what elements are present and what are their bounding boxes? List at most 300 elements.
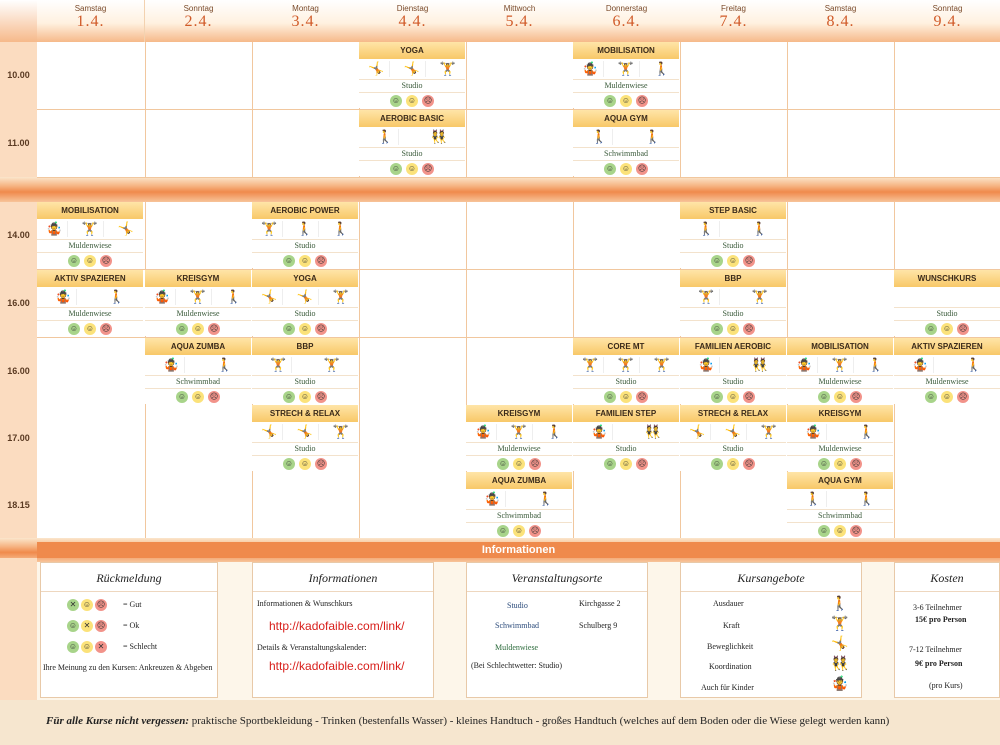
column-divider (680, 42, 681, 177)
stretching-icon: 🤸 (292, 424, 319, 440)
weightlifting-icon: 🏋 (332, 424, 349, 439)
stretching-icon: 🤸 (831, 635, 849, 651)
smiley-green-icon[interactable]: ☺ (819, 392, 829, 401)
walking-icon: 🚶 (372, 129, 399, 145)
smiley-green-icon[interactable]: ☺ (712, 459, 722, 468)
course-location: Studio (573, 375, 679, 389)
rating-smileys (787, 525, 893, 537)
course-card[interactable] (359, 110, 465, 176)
course-card[interactable] (787, 405, 893, 471)
smiley-yellow-icon[interactable]: ☺ (193, 392, 203, 401)
venue-muldenwiese: Muldenwiese (495, 643, 539, 652)
smiley-yellow-icon[interactable]: ☺ (621, 164, 631, 173)
time-label: 14.00 (7, 230, 30, 240)
smiley-red-icon[interactable]: ☹ (637, 96, 647, 105)
course-title: KREISGYM (145, 270, 251, 287)
course-card[interactable] (359, 42, 465, 108)
smiley-red-icon[interactable]: ☹ (744, 392, 754, 401)
time-label: 18.15 (7, 500, 30, 510)
day-name: Sonntag (183, 4, 214, 13)
course-icons (252, 355, 358, 375)
smiley-green-icon[interactable]: ☺ (605, 164, 615, 173)
course-card[interactable] (252, 202, 358, 268)
smiley-yellow-icon[interactable]: ☺ (942, 324, 952, 333)
smiley-yellow-icon[interactable]: ☺ (300, 324, 310, 333)
smiley-yellow-icon[interactable]: ☺ (300, 459, 310, 468)
day-header (252, 0, 360, 42)
kids-icon: 🤹 (577, 61, 604, 77)
course-icons (680, 219, 786, 239)
course-card[interactable] (573, 42, 679, 108)
day-date: 7.4. (719, 13, 748, 30)
walking-icon: 🚶 (216, 357, 233, 372)
rating-smileys (573, 458, 679, 470)
course-title: BBP (680, 270, 786, 287)
offers-box (680, 562, 862, 698)
course-card[interactable] (37, 270, 143, 336)
venue-schwimmbad-address: Schulberg 9 (579, 621, 618, 630)
smiley-red-icon[interactable]: ☹ (423, 96, 433, 105)
day-header (359, 0, 467, 42)
smiley-red-icon[interactable]: ☹ (851, 459, 861, 468)
smiley-green-icon[interactable]: ☺ (69, 256, 79, 265)
course-location: Studio (680, 239, 786, 253)
feedback-schlecht-row (67, 641, 157, 653)
smiley-yellow-icon[interactable]: ☺ (728, 392, 738, 401)
smiley-green-icon[interactable]: ☺ (284, 459, 294, 468)
smiley-red-icon[interactable]: ☹ (530, 526, 540, 535)
course-title: AQUA ZUMBA (466, 472, 572, 489)
smiley-green-icon[interactable]: ☺ (391, 164, 401, 173)
smiley-yellow-icon[interactable]: ☺ (835, 459, 845, 468)
time-label: 10.00 (7, 70, 30, 80)
course-icons (787, 355, 893, 375)
course-icons (145, 287, 251, 307)
course-card[interactable] (466, 472, 572, 538)
feedback-note: Ihre Meinung zu den Kursen: Ankreuzen & Abgeben (43, 663, 213, 672)
course-title: YOGA (359, 42, 465, 59)
kids-icon: 🤹 (693, 357, 720, 373)
smiley-green-icon[interactable]: ☺ (712, 256, 722, 265)
course-card[interactable] (252, 405, 358, 471)
information-link2[interactable]: http://kadofaible.com/link/ (269, 659, 405, 673)
day-date: 3.4. (291, 13, 320, 30)
course-card[interactable] (680, 338, 786, 404)
feedback-schlecht-label: = Schlecht (123, 642, 158, 651)
course-icons (466, 489, 572, 509)
smiley-red-icon[interactable]: ☹ (316, 256, 326, 265)
course-card[interactable] (787, 472, 893, 538)
rating-smileys (894, 391, 1000, 403)
smiley-green-icon[interactable]: ☺ (68, 642, 78, 651)
group-dance-icon: 👯 (644, 424, 661, 439)
time-label: 17.00 (7, 433, 30, 443)
smiley-yellow-icon[interactable]: ☺ (407, 164, 417, 173)
course-location: Studio (359, 147, 465, 161)
smiley-yellow-icon[interactable]: ☺ (82, 600, 92, 609)
course-location: Muldenwiese (787, 442, 893, 456)
costs-group2: 7-12 Teilnehmer (909, 645, 962, 654)
kids-icon: 🤹 (586, 424, 613, 440)
smiley-green-icon[interactable]: ☺ (712, 324, 722, 333)
weightlifting-icon: 🏋 (256, 221, 283, 237)
course-location: Schwimmbad (466, 509, 572, 523)
smiley-green-icon[interactable]: ☺ (498, 526, 508, 535)
smiley-green-icon[interactable]: ☺ (712, 392, 722, 401)
walking-icon: 🚶 (867, 357, 884, 372)
smiley-red-icon[interactable]: ☹ (209, 392, 219, 401)
smiley-red-icon[interactable]: ☹ (101, 324, 111, 333)
rating-smileys (252, 255, 358, 267)
course-title: WUNSCHKURS (894, 270, 1000, 287)
walking-icon: 🚶 (586, 129, 613, 145)
walking-icon: 🚶 (800, 491, 827, 507)
weightlifting-icon: 🏋 (577, 357, 604, 373)
stretching-icon: 🤸 (292, 289, 319, 305)
weightlifting-icon: 🏋 (613, 357, 640, 373)
smiley-red-icon[interactable]: ☹ (96, 600, 106, 609)
rating-smileys (252, 323, 358, 335)
offer-beweglichkeit: Beweglichkeit (707, 642, 754, 651)
smiley-red-icon[interactable]: ☹ (316, 392, 326, 401)
course-card[interactable] (680, 202, 786, 268)
course-card[interactable] (145, 270, 251, 336)
smiley-red-icon[interactable]: ☹ (316, 459, 326, 468)
course-title: AQUA GYM (573, 110, 679, 127)
smiley-green-icon[interactable]: ☺ (819, 526, 829, 535)
weightlifting-icon: 🏋 (332, 289, 349, 304)
walking-icon: 🚶 (537, 491, 554, 506)
feedback-title: Rückmeldung (41, 571, 217, 592)
costs-price2: 9€ pro Person (915, 659, 963, 668)
day-date: 2.4. (184, 13, 213, 30)
rating-smileys (37, 323, 143, 335)
course-icons (359, 127, 465, 147)
kids-icon: 🤹 (479, 491, 506, 507)
rating-smileys (573, 163, 679, 175)
smiley-green-icon[interactable]: ☺ (498, 459, 508, 468)
venue-studio: Studio (507, 601, 528, 610)
smiley-red-icon[interactable]: ☹ (101, 256, 111, 265)
course-title: AQUA GYM (787, 472, 893, 489)
course-location: Studio (680, 375, 786, 389)
walking-icon: 🚶 (225, 289, 242, 304)
smiley-red-icon[interactable]: ✕ (95, 641, 107, 653)
smiley-green-icon[interactable]: ☺ (605, 459, 615, 468)
smiley-red-icon[interactable]: ☹ (316, 324, 326, 333)
stretching-icon: 🤸 (399, 61, 426, 77)
column-divider (466, 42, 467, 177)
course-card[interactable] (680, 270, 786, 336)
course-location: Studio (573, 442, 679, 456)
course-location: Studio (252, 307, 358, 321)
walking-icon: 🚶 (693, 221, 720, 237)
smiley-green-icon[interactable]: ☺ (68, 621, 78, 630)
kids-icon: 🤹 (831, 675, 849, 691)
smiley-red-icon[interactable]: ☹ (423, 164, 433, 173)
rating-smileys (680, 391, 786, 403)
weightlifting-icon: 🏋 (506, 424, 533, 440)
weightlifting-icon: 🏋 (613, 61, 640, 77)
course-location: Schwimmbad (573, 147, 679, 161)
course-location: Muldenwiese (37, 239, 143, 253)
smiley-red-icon[interactable]: ☹ (744, 256, 754, 265)
smiley-green-icon[interactable]: ✕ (67, 599, 79, 611)
rating-smileys (787, 391, 893, 403)
smiley-red-icon[interactable]: ☹ (851, 526, 861, 535)
weightlifting-icon: 🏋 (831, 615, 849, 631)
course-title: FAMILIEN AEROBIC (680, 338, 786, 355)
course-location: Schwimmbad (145, 375, 251, 389)
course-card[interactable] (787, 338, 893, 404)
smiley-green-icon[interactable]: ☺ (926, 324, 936, 333)
rating-smileys (466, 458, 572, 470)
smiley-green-icon[interactable]: ☺ (177, 392, 187, 401)
smiley-green-icon[interactable]: ☺ (926, 392, 936, 401)
smiley-yellow-icon[interactable]: ☺ (82, 642, 92, 651)
smiley-red-icon[interactable]: ☹ (744, 459, 754, 468)
weightlifting-icon: 🏋 (653, 357, 670, 372)
offer-koordination: Koordination (709, 662, 752, 671)
venue-bad-weather: (Bei Schlechtwetter: Studio) (471, 661, 563, 670)
day-header (466, 0, 574, 42)
smiley-yellow-icon[interactable]: ☺ (621, 96, 631, 105)
time-row (37, 202, 1000, 270)
rating-smileys (466, 525, 572, 537)
smiley-red-icon[interactable]: ☹ (851, 392, 861, 401)
smiley-green-icon[interactable]: ☺ (177, 324, 187, 333)
smiley-yellow-icon[interactable]: ☺ (621, 459, 631, 468)
kids-icon: 🤹 (800, 424, 827, 440)
day-name: Sonntag (932, 4, 963, 13)
rating-smileys (680, 458, 786, 470)
course-card[interactable] (573, 338, 679, 404)
time-row (37, 42, 1000, 110)
feedback-ok-row (67, 620, 139, 632)
rating-smileys (894, 323, 1000, 335)
course-title: AQUA ZUMBA (145, 338, 251, 355)
course-card[interactable] (680, 405, 786, 471)
course-card[interactable] (252, 338, 358, 404)
course-icons (37, 287, 143, 307)
course-location: Studio (252, 375, 358, 389)
rating-smileys (680, 323, 786, 335)
course-icons (252, 287, 358, 307)
information-line2: Details & Veranstaltungskalender: (257, 643, 367, 652)
smiley-green-icon[interactable]: ☺ (284, 324, 294, 333)
smiley-yellow-icon[interactable]: ☺ (728, 256, 738, 265)
rating-smileys (359, 163, 465, 175)
rating-smileys (573, 391, 679, 403)
day-name: Mittwoch (503, 4, 536, 13)
feedback-ok-label: = Ok (123, 621, 140, 630)
offer-ausdauer: Ausdauer (713, 599, 744, 608)
course-card[interactable] (252, 270, 358, 336)
stretching-icon: 🤸 (720, 424, 747, 440)
smiley-red-icon[interactable]: ☹ (637, 459, 647, 468)
break-band (0, 177, 1000, 202)
kids-icon: 🤹 (158, 357, 185, 373)
column-divider (894, 42, 895, 177)
smiley-red-icon[interactable]: ☹ (958, 392, 968, 401)
feedback-box (40, 562, 218, 698)
smiley-yellow-icon[interactable]: ☺ (300, 256, 310, 265)
smiley-red-icon[interactable]: ☹ (209, 324, 219, 333)
walking-icon: 🚶 (653, 61, 670, 76)
course-card[interactable] (466, 405, 572, 471)
smiley-red-icon[interactable]: ☹ (96, 621, 106, 630)
kids-icon: 🤹 (149, 289, 176, 305)
course-title: KREISGYM (466, 405, 572, 422)
course-icons (787, 422, 893, 442)
info-bar-title: Informationen (37, 542, 1000, 558)
rating-smileys (359, 95, 465, 107)
smiley-yellow-icon[interactable]: ☺ (85, 324, 95, 333)
course-location: Studio (680, 442, 786, 456)
course-location: Studio (252, 442, 358, 456)
course-location: Studio (680, 307, 786, 321)
day-name: Montag (292, 4, 319, 13)
column-divider (787, 42, 788, 177)
course-location: Studio (894, 307, 1000, 321)
day-header (145, 0, 253, 42)
offers-title: Kursangebote (681, 571, 861, 592)
course-card[interactable] (573, 110, 679, 176)
smiley-yellow-icon[interactable]: ☺ (835, 392, 845, 401)
course-card[interactable] (37, 202, 143, 268)
rating-smileys (680, 255, 786, 267)
footer (0, 700, 1000, 745)
footer-lead: Für alle Kurse nicht vergessen: (46, 715, 190, 727)
course-card[interactable] (145, 338, 251, 404)
venues-box (466, 562, 648, 698)
stretching-icon: 🤸 (684, 424, 711, 440)
smiley-green-icon[interactable]: ☺ (605, 392, 615, 401)
kids-icon: 🤹 (791, 357, 818, 373)
day-name: Samstag (74, 4, 107, 13)
kids-icon: 🤹 (50, 289, 77, 305)
costs-group1: 3-6 Teilnehmer (913, 603, 962, 612)
offer-kraft: Kraft (723, 621, 740, 630)
course-title: STRECH & RELAX (252, 405, 358, 422)
course-title: AKTIV SPAZIEREN (894, 338, 1000, 355)
smiley-green-icon[interactable]: ☺ (819, 459, 829, 468)
walking-icon: 🚶 (332, 221, 349, 236)
weightlifting-icon: 🏋 (760, 424, 777, 439)
smiley-red-icon[interactable]: ☹ (637, 392, 647, 401)
course-card[interactable] (573, 405, 679, 471)
course-location: Schwimmbad (787, 509, 893, 523)
walking-icon: 🚶 (858, 491, 875, 506)
time-label: 16.00 (7, 298, 30, 308)
group-dance-icon: 👯 (430, 129, 447, 144)
course-location: Muldenwiese (37, 307, 143, 321)
course-title: AEROBIC POWER (252, 202, 358, 219)
course-icons (573, 127, 679, 147)
time-label: 11.00 (7, 138, 30, 148)
smiley-green-icon[interactable]: ☺ (284, 256, 294, 265)
course-card[interactable] (894, 270, 1000, 336)
weightlifting-icon: 🏋 (265, 357, 292, 373)
footer-text (46, 715, 889, 727)
kids-icon: 🤹 (470, 424, 497, 440)
smiley-yellow-icon[interactable]: ☺ (514, 526, 524, 535)
smiley-yellow-icon[interactable]: ☺ (728, 324, 738, 333)
smiley-green-icon[interactable]: ☺ (284, 392, 294, 401)
course-title: BBP (252, 338, 358, 355)
day-header (787, 0, 895, 42)
smiley-green-icon[interactable]: ☺ (391, 96, 401, 105)
day-header (680, 0, 788, 42)
day-name: Samstag (824, 4, 857, 13)
course-title: AKTIV SPAZIEREN (37, 270, 143, 287)
day-date: 5.4. (505, 13, 534, 30)
footer-body: praktische Sportbekleidung - Trinken (bestenfalls Wasser) - kleines Handtuch - großes Handtuch (welches auf dem Boden oder die Wiese gelegt werden kann) (189, 715, 890, 727)
course-title: FAMILIEN STEP (573, 405, 679, 422)
smiley-red-icon[interactable]: ☹ (958, 324, 968, 333)
smiley-yellow-icon[interactable]: ☺ (514, 459, 524, 468)
offer-kinder: Auch für Kinder (701, 683, 754, 692)
course-title: MOBILISATION (37, 202, 143, 219)
course-icons (680, 422, 786, 442)
course-icons (573, 422, 679, 442)
day-date: 1.4. (76, 13, 105, 30)
day-date: 6.4. (612, 13, 641, 30)
course-title: MOBILISATION (573, 42, 679, 59)
day-header (37, 0, 145, 42)
course-title: YOGA (252, 270, 358, 287)
smiley-yellow-icon[interactable]: ☺ (85, 256, 95, 265)
smiley-yellow-icon[interactable]: ☺ (300, 392, 310, 401)
course-icons (573, 59, 679, 79)
rating-smileys (145, 323, 251, 335)
course-location: Muldenwiese (573, 79, 679, 93)
course-location: Studio (359, 79, 465, 93)
weightlifting-icon: 🏋 (693, 289, 720, 305)
smiley-yellow-icon[interactable]: ☺ (728, 459, 738, 468)
walking-icon: 🚶 (751, 221, 768, 236)
smiley-red-icon[interactable]: ☹ (744, 324, 754, 333)
smiley-yellow-icon[interactable]: ☺ (942, 392, 952, 401)
smiley-yellow-icon[interactable]: ☺ (193, 324, 203, 333)
smiley-green-icon[interactable]: ☺ (69, 324, 79, 333)
smiley-yellow-icon[interactable]: ☺ (407, 96, 417, 105)
course-icons (680, 355, 786, 375)
weightlifting-icon: 🏋 (185, 289, 212, 305)
course-icons (680, 287, 786, 307)
smiley-yellow-icon[interactable]: ☺ (621, 392, 631, 401)
course-title: AEROBIC BASIC (359, 110, 465, 127)
walking-icon: 🚶 (108, 289, 125, 304)
venue-schwimmbad: Schwimmbad (495, 621, 539, 630)
smiley-red-icon[interactable]: ☹ (637, 164, 647, 173)
stretching-icon: 🤸 (117, 221, 134, 236)
smiley-red-icon[interactable]: ☹ (530, 459, 540, 468)
smiley-yellow-icon[interactable]: ✕ (81, 620, 93, 632)
day-name: Donnerstag (605, 4, 648, 13)
offer-icons (831, 593, 848, 693)
course-card[interactable] (894, 338, 1000, 404)
course-location: Muldenwiese (466, 442, 572, 456)
smiley-green-icon[interactable]: ☺ (605, 96, 615, 105)
information-link1[interactable]: http://kadofaible.com/link/ (269, 619, 405, 633)
stretching-icon: 🤸 (363, 61, 390, 77)
day-name: Dienstag (396, 4, 429, 13)
smiley-yellow-icon[interactable]: ☺ (835, 526, 845, 535)
rating-smileys (787, 458, 893, 470)
costs-price1: 15€ pro Person (915, 615, 967, 624)
column-divider (145, 42, 146, 177)
